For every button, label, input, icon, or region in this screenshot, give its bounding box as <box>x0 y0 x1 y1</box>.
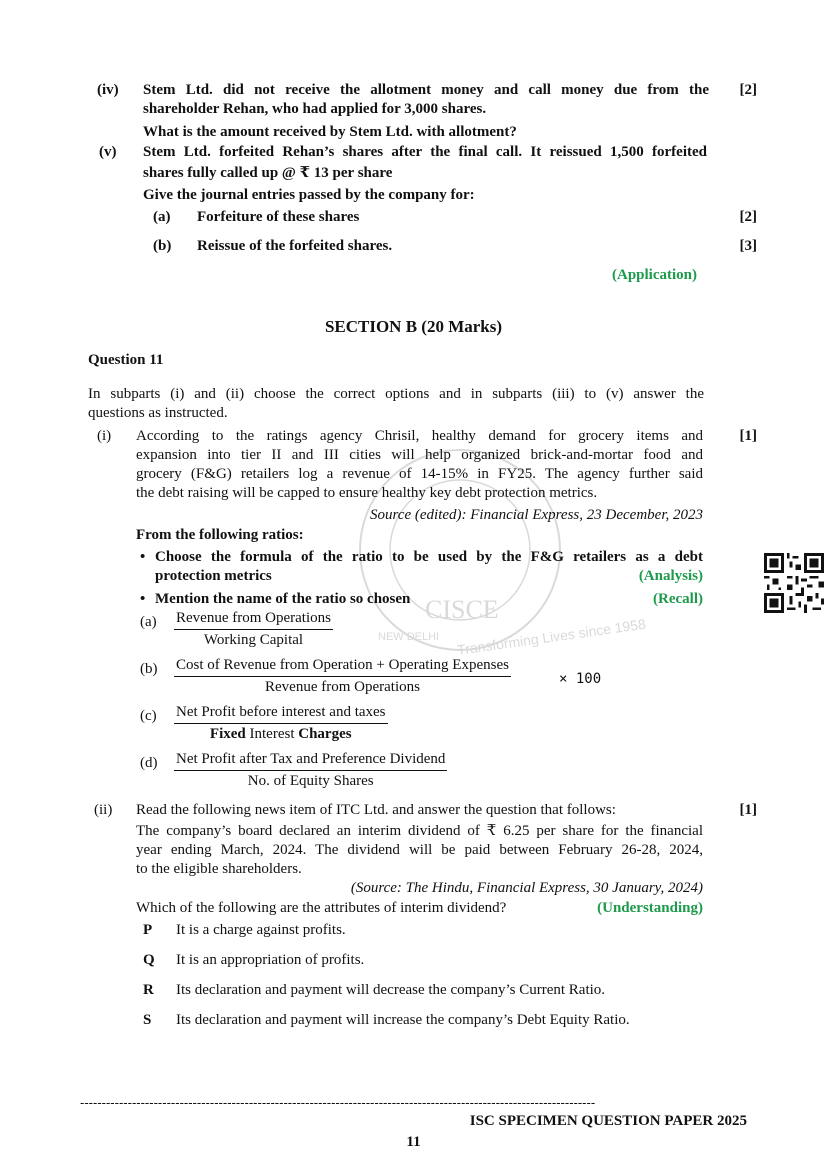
q-ii-tag: (Understanding) <box>597 900 703 916</box>
q-v-number: (v) <box>99 144 117 160</box>
option-a-label: (a) <box>140 614 157 630</box>
option-b-label: (b) <box>140 661 158 677</box>
q-ii-source: (Source: The Hindu, Financial Express, 30 January, 2024) <box>350 880 703 896</box>
statement-p-label: P <box>143 922 153 938</box>
q-iv-line1: Stem Ltd. did not receive the allotment money and call money due from the <box>143 82 709 98</box>
option-c-denominator: Fixed Interest Charges <box>209 726 352 742</box>
q-ii-marks: [1] <box>739 802 757 818</box>
option-b-denominator: Revenue from Operations <box>265 679 420 695</box>
q-iv-number: (iv) <box>97 82 119 98</box>
bullet-icon: • <box>140 591 146 607</box>
q-i-para-line2: expansion into tier II and III cities will help organized brick-and-mortar food and <box>136 447 703 463</box>
q-i-bullet1-line1: Choose the formula of the ratio to be used by the F&G retailers as a debt <box>155 549 703 565</box>
statement-q-label: Q <box>143 952 155 968</box>
option-c-numerator: Net Profit before interest and taxes <box>174 702 388 724</box>
q-iv-line3: What is the amount received by Stem Ltd. with allotment? <box>143 124 517 140</box>
watermark-newdelhi: NEW DELHI <box>378 631 440 643</box>
bullet-icon: • <box>140 549 146 565</box>
q-v-a-label: (a) <box>153 209 171 225</box>
option-b-numerator: Cost of Revenue from Operation + Operating Expenses <box>174 655 511 677</box>
statement-p-text: It is a charge against profits. <box>176 922 346 938</box>
question-11-title: Question 11 <box>88 352 164 368</box>
option-d-label: (d) <box>140 755 158 771</box>
q-i-from-ratios: From the following ratios: <box>136 527 304 543</box>
option-b-fraction <box>174 655 511 698</box>
option-a-numerator: Revenue from Operations <box>174 608 333 630</box>
q-i-para-line1: According to the ratings agency Chrisil, healthy demand for grocery items and <box>136 428 703 444</box>
option-c-label: (c) <box>140 708 157 724</box>
section-b-intro-line2: questions as instructed. <box>88 405 228 421</box>
q-ii-question: Which of the following are the attributes of interim dividend? <box>136 900 507 916</box>
option-c-fraction <box>174 702 388 745</box>
q-ii-number: (ii) <box>94 802 113 818</box>
q-i-bullet2: Mention the name of the ratio so chosen <box>155 591 411 607</box>
option-d-numerator: Net Profit after Tax and Preference Dividend <box>174 749 447 771</box>
section-b-intro-line1: In subparts (i) and (ii) choose the correct options and in subparts (iii) to (v) answer the <box>88 386 704 402</box>
q-v-tag: (Application) <box>612 267 698 283</box>
statement-s-label: S <box>143 1012 152 1028</box>
watermark-cisce: CISCE <box>425 595 499 624</box>
q-i-source: Source (edited): Financial Express, 23 December, 2023 <box>370 507 703 523</box>
q-v-b-text: Reissue of the forfeited shares. <box>197 238 393 254</box>
footer-dashed-rule: ----------------------------------------------------------------------------------------------------------------------- <box>80 1095 596 1110</box>
q-i-marks: [1] <box>739 428 757 444</box>
q-v-b-label: (b) <box>153 238 172 254</box>
option-b-multiplier: × 100 <box>559 671 602 687</box>
option-a-fraction <box>174 608 333 651</box>
footer-title: ISC SPECIMEN QUESTION PAPER 2025 <box>469 1113 747 1129</box>
watermark-tagline: Transforming Lives since 1958 <box>456 615 647 658</box>
q-v-a-marks: [2] <box>739 209 757 225</box>
q-ii-lead: Read the following news item of ITC Ltd. and answer the question that follows: <box>136 802 616 818</box>
q-v-b-marks: [3] <box>739 238 757 254</box>
q-ii-para-line3: to the eligible shareholders. <box>136 861 302 877</box>
statement-q-text: It is an appropriation of profits. <box>176 952 365 968</box>
q-i-para-line4: the debt raising will be capped to ensure healthy key debt protection metrics. <box>136 485 598 501</box>
q-i-bullet2-tag: (Recall) <box>653 591 703 607</box>
q-v-line1: Stem Ltd. forfeited Rehan’s shares after the final call. It reissued 1,500 forfeited <box>143 144 707 160</box>
q-i-para-line3: grocery (F&G) retailers log a revenue of 14-15% in FY25. The agency further said <box>136 466 703 482</box>
statement-r-label: R <box>143 982 154 998</box>
page-number: 11 <box>406 1134 421 1150</box>
option-d-fraction <box>174 749 447 792</box>
statement-s-text: Its declaration and payment will increase the company’s Debt Equity Ratio. <box>176 1012 630 1028</box>
q-ii-para-line1: The company’s board declared an interim dividend of ₹ 6.25 per share for the financial <box>136 823 703 839</box>
q-i-bullet1-line2: protection metrics <box>155 568 272 584</box>
q-i-bullet1-tag: (Analysis) <box>638 568 703 584</box>
q-v-line2: shares fully called up @ ₹ 13 per share <box>143 165 393 181</box>
section-b-heading: SECTION B (20 Marks) <box>324 317 503 336</box>
option-a-denominator: Working Capital <box>203 632 304 648</box>
q-iv-line2: shareholder Rehan, who had applied for 3,000 shares. <box>143 101 487 117</box>
qr-code-icon[interactable] <box>764 553 824 613</box>
q-iv-marks: [2] <box>739 82 757 98</box>
q-ii-para-line2: year ending March, 2024. The dividend will be paid between February 26-28, 2024, <box>136 842 703 858</box>
q-i-number: (i) <box>97 428 112 444</box>
q-v-a-text: Forfeiture of these shares <box>197 209 360 225</box>
option-d-denominator: No. of Equity Shares <box>247 773 374 789</box>
statement-r-text: Its declaration and payment will decrease the company’s Current Ratio. <box>176 982 606 998</box>
q-v-line3: Give the journal entries passed by the company for: <box>143 187 475 203</box>
